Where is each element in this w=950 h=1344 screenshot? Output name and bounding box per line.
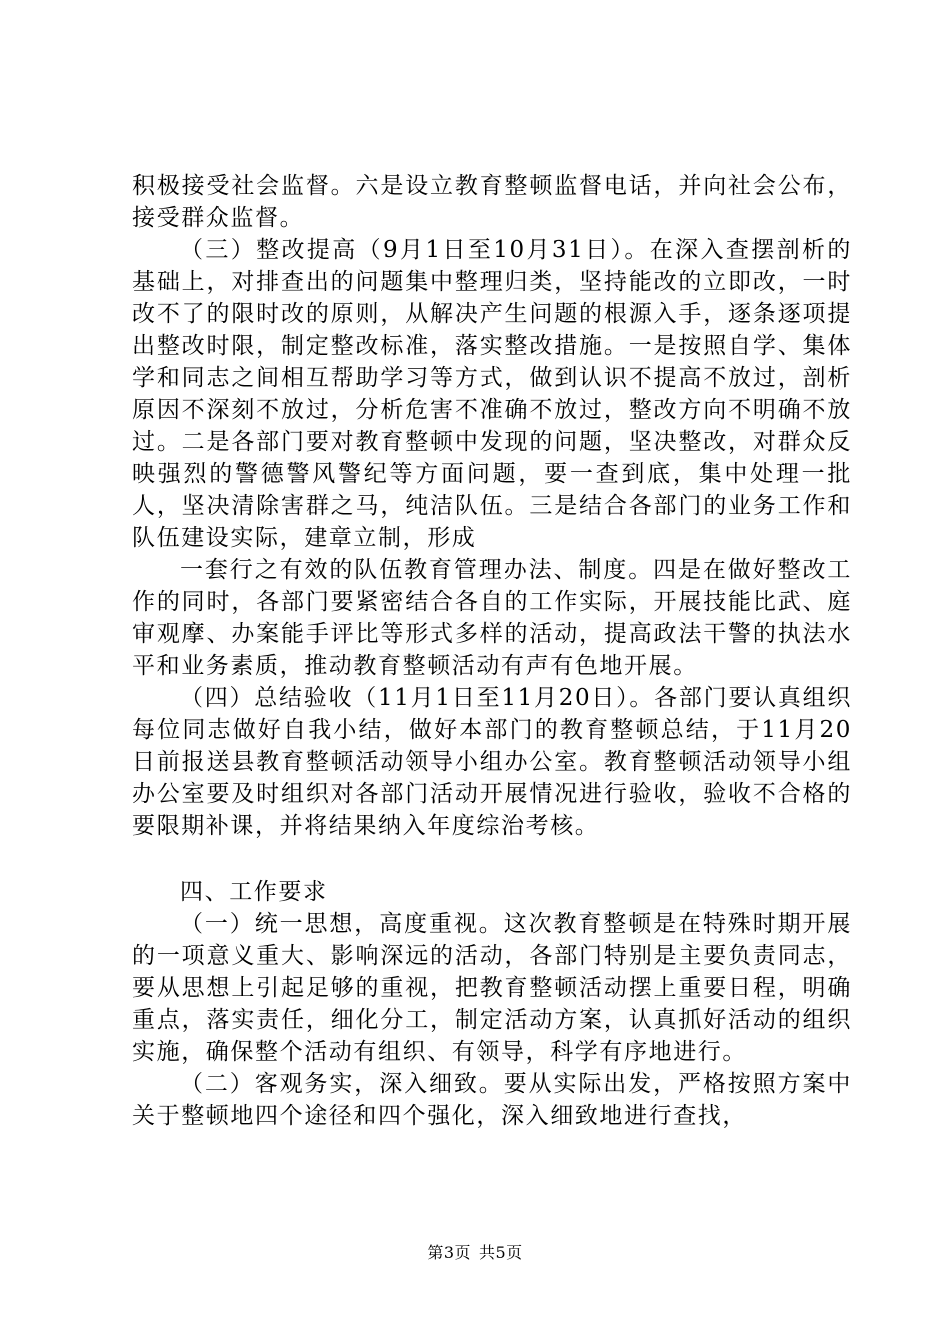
paragraph-gap bbox=[132, 842, 852, 876]
page-total: 共5页 bbox=[479, 1243, 523, 1262]
paragraph-unify-thinking: （一）统一思想，高度重视。这次教育整顿是在特殊时期开展的一项意义重大、影响深远的活动，各部门特别是主要负责同志，要从思想上引起足够的重视，把教育整顿活动摆上重要日程，明确重点，落实责任，细化分工，制定活动方案，认真抓好活动的组织实施，确保整个活动有组织、有领导，科学有序地进行。 bbox=[132, 911, 852, 1065]
paragraph-objective-practical: （二）客观务实，深入细致。要从实际出发，严格按照方案中关于整顿地四个途径和四个强化，深入细致地进行查找， bbox=[132, 1071, 852, 1129]
page-number: 第3页 bbox=[427, 1243, 471, 1262]
section-heading-work-requirements: 四、工作要求 bbox=[180, 879, 328, 905]
paragraph-rectification-continued: 一套行之有效的队伍教育管理办法、制度。四是在做好整改工作的同时，各部门要紧密结合各自的工作实际，开展技能比武、庭审观摩、办案能手评比等形式多样的活动，提高政法干警的执法水平和业务素质，推动教育整顿活动有声有色地开展。 bbox=[132, 557, 852, 679]
document-body bbox=[132, 170, 852, 1132]
paragraph-supervision: 积极接受社会监督。六是设立教育整顿监督电话，并向社会公布，接受群众监督。 bbox=[132, 173, 852, 231]
page-footer bbox=[0, 1243, 950, 1263]
paragraph-rectification: （三）整改提高（9月1日至10月31日）。在深入查摆剖析的基础上，对排查出的问题集中整理归类，坚持能改的立即改，一时改不了的限时改的原则，从解决产生问题的根源入手，逐条逐项提出整改时限，制定整改标准，落实整改措施。一是按照自学、集体学和同志之间相互帮助学习等方式，做到认识不提高不放过，剖析原因不深刻不放过，分析危害不准确不放过，整改方向不明确不放过。二是各部门要对教育整顿中发现的问题，坚决整改，对群众反映强烈的警德警风警纪等方面问题，要一查到底，集中处理一批人，坚决清除害群之马，纯洁队伍。三是结合各部门的业务工作和队伍建设实际，建章立制，形成 bbox=[132, 237, 852, 551]
paragraph-summary-acceptance: （四）总结验收（11月1日至11月20日）。各部门要认真组织每位同志做好自我小结，做好本部门的教育整顿总结，于11月20日前报送县教育整顿活动领导小组办公室。教育整顿活动领导小组办公室要及时组织对各部门活动开展情况进行验收，验收不合格的要限期补课，并将结果纳入年度综治考核。 bbox=[132, 685, 852, 839]
